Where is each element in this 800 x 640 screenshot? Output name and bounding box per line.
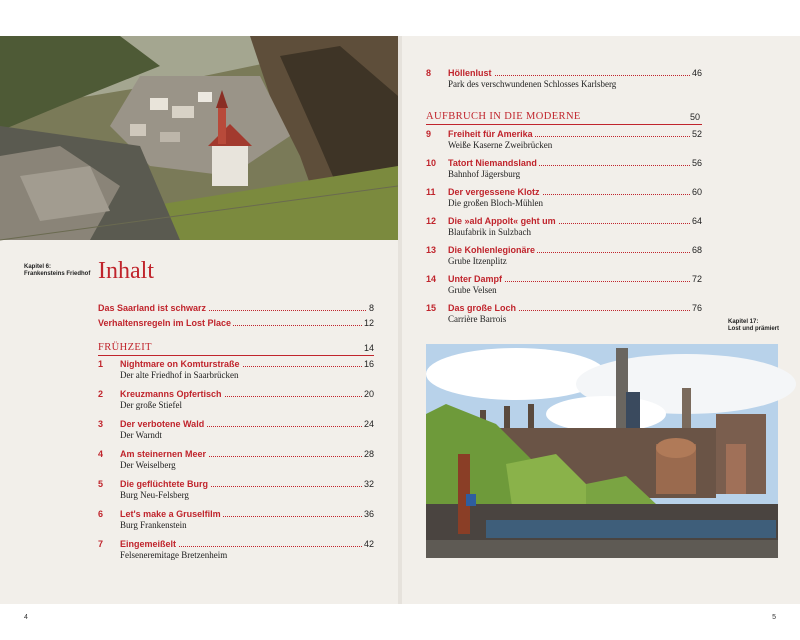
toc-entry[interactable] [98, 303, 374, 315]
entry-page: 56 [691, 158, 702, 168]
entry-number: 7 [98, 539, 104, 549]
caption-line: Frankensteins Friedhof [24, 271, 91, 277]
entry-title[interactable]: Höllenlust [448, 68, 492, 78]
entry-subtitle: Grube Itzenplitz [448, 256, 507, 266]
caption-line: Kapitel 17: [728, 319, 759, 325]
entry-subtitle: Der alte Friedhof in Saarbrücken [120, 370, 239, 380]
entry-page: 32 [363, 479, 374, 489]
entry-subtitle: Burg Neu-Felsberg [120, 490, 189, 500]
entry-page: 28 [363, 449, 374, 459]
entry-page: 72 [691, 274, 702, 284]
entry-title[interactable]: Die »ald Appolt« geht um [448, 216, 556, 226]
toc-entry[interactable] [426, 129, 702, 153]
ironworks-photo [426, 344, 778, 558]
entry-title[interactable]: Der vergessene Klotz [448, 187, 540, 197]
toc-entry[interactable] [98, 359, 374, 383]
entry-page: 64 [691, 216, 702, 226]
entry-page: 42 [363, 539, 374, 549]
entry-title[interactable]: Kreuzmanns Opfertisch [120, 389, 222, 399]
entry-number: 9 [426, 129, 432, 139]
section-heading: FRÜHZEIT [98, 342, 152, 353]
entry-page: 68 [691, 245, 702, 255]
page-number: 5 [772, 614, 776, 621]
toc-entry[interactable] [426, 245, 702, 269]
caption-line: Lost und prämiert [728, 326, 780, 332]
entry-page: 20 [363, 389, 374, 399]
entry-subtitle: Bahnhof Jägersburg [448, 169, 521, 179]
toc-entry[interactable] [98, 419, 374, 443]
entry-number: 13 [426, 245, 437, 255]
entry-title[interactable]: Let's make a Gruselfilm [120, 509, 221, 519]
entry-page: 24 [363, 419, 374, 429]
section-heading: AUFBRUCH IN DIE MODERNE [426, 111, 581, 122]
entry-number: 14 [426, 274, 437, 284]
entry-title[interactable]: Verhaltensregeln im Lost Place [98, 318, 232, 328]
toc-entry[interactable] [98, 479, 374, 503]
entry-title[interactable]: Freiheit für Amerika [448, 129, 533, 139]
entry-subtitle: Burg Frankenstein [120, 520, 187, 530]
entry-subtitle: Der Weiselberg [120, 460, 176, 470]
entry-subtitle: Die großen Bloch-Mühlen [448, 198, 543, 208]
entry-page: 46 [691, 68, 702, 78]
entry-number: 4 [98, 449, 104, 459]
entry-subtitle: Grube Velsen [448, 285, 497, 295]
toc-entry[interactable] [98, 449, 374, 473]
entry-page: 8 [368, 303, 374, 313]
entry-number: 15 [426, 303, 437, 313]
toc-entry[interactable] [98, 389, 374, 413]
entry-title[interactable]: Unter Dampf [448, 274, 503, 284]
section-page: 50 [690, 112, 701, 122]
entry-subtitle: Blaufabrik in Sulzbach [448, 227, 531, 237]
entry-title[interactable]: Tatort Niemandsland [448, 158, 537, 168]
entry-number: 1 [98, 359, 104, 369]
toc-entry[interactable] [426, 158, 702, 182]
entry-title[interactable]: Die Kohlenlegionäre [448, 245, 536, 255]
entry-number: 10 [426, 158, 437, 168]
entry-title[interactable]: Eingemeißelt [120, 539, 177, 549]
toc-entry[interactable] [426, 68, 702, 92]
entry-subtitle: Weiße Kaserne Zweibrücken [448, 140, 553, 150]
toc-entry[interactable] [98, 509, 374, 533]
page-number: 4 [24, 614, 28, 621]
section-rule [426, 124, 702, 125]
entry-title[interactable]: Das große Loch [448, 303, 517, 313]
entry-title[interactable]: Nightmare on Komturstraße [120, 359, 240, 369]
entry-number: 6 [98, 509, 104, 519]
entry-page: 16 [363, 359, 374, 369]
photo-caption [728, 319, 788, 333]
entry-number: 11 [426, 187, 436, 197]
entry-subtitle: Der große Stiefel [120, 400, 182, 410]
toc-entry[interactable] [426, 216, 702, 240]
entry-subtitle: Felseneremitage Bretzenheim [120, 550, 228, 560]
entry-number: 2 [98, 389, 104, 399]
entry-title[interactable]: Am steinernen Meer [120, 449, 207, 459]
left-page [0, 36, 398, 621]
toc-entry[interactable] [98, 318, 374, 330]
entry-page: 60 [691, 187, 702, 197]
caption-line: Kapitel 6: [24, 264, 52, 270]
toc-entry[interactable] [426, 187, 702, 211]
section-rule [98, 355, 374, 356]
toc-entry[interactable] [426, 303, 702, 327]
entry-page: 36 [363, 509, 374, 519]
toc-title: Inhalt [98, 258, 154, 284]
toc-entry[interactable] [426, 274, 702, 298]
entry-subtitle: Der Warndt [120, 430, 162, 440]
entry-subtitle: Park des verschwundenen Schlosses Karlsberg [448, 79, 617, 89]
entry-page: 12 [363, 318, 374, 328]
entry-title[interactable]: Der verbotene Wald [120, 419, 205, 429]
right-page [402, 36, 800, 621]
entry-number: 12 [426, 216, 437, 226]
toc-entry[interactable] [98, 539, 374, 563]
entry-number: 3 [98, 419, 104, 429]
entry-page: 76 [691, 303, 702, 313]
entry-subtitle: Carrière Barrois [448, 314, 507, 324]
photo-caption [24, 264, 94, 278]
entry-number: 8 [426, 68, 432, 78]
entry-title[interactable]: Die geflüchtete Burg [120, 479, 209, 489]
village-photo [0, 36, 398, 240]
entry-number: 5 [98, 479, 104, 489]
entry-page: 52 [691, 129, 702, 139]
entry-title[interactable]: Das Saarland ist schwarz [98, 303, 207, 313]
section-page: 14 [363, 343, 374, 353]
